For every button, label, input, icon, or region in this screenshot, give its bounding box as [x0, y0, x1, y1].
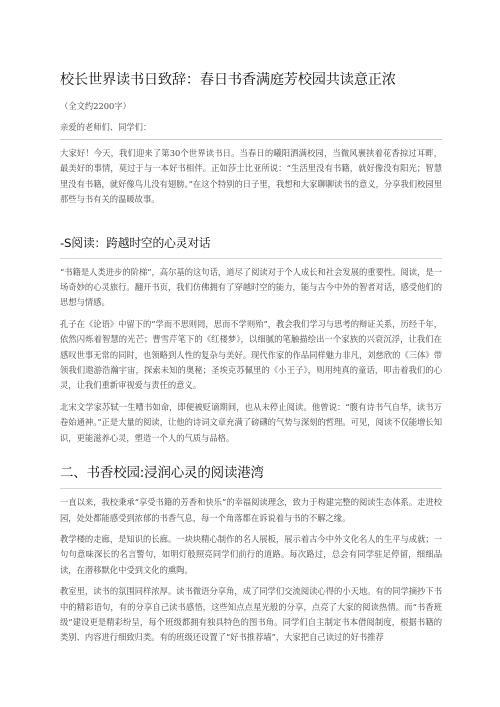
- divider: [60, 139, 442, 140]
- section-divider: [60, 488, 442, 489]
- word-count: （全文约2200字）: [60, 101, 131, 111]
- section-2-paragraph: 教室里，读书的氛围同样浓厚。读书微语分享角，成了同学们交流阅读心得的小天地。有的同学摘抄下书中的精彩语句，有的分享自己读书感悟，这些知点点星光般的分享，点亮了大家的阅读热情。而“书香班级”建设更是精彩纷呈，每个班级都拥有独具特色的图书角。同学们自主制定书本借阅制度，根据书籍的类别、内容进行细致归类。有的班级还设置了“好书推荐墙”，大家把自己读过的好书推荐: [60, 586, 442, 643]
- section-2-paragraph: 一直以来，我校秉承“享受书籍的芳香和快乐”的幸福阅读理念，致力于构建完整的阅读生态体系。走进校园，处处都能感受到浓郁的书香气息，每一个角落都在诉说着与书的不解之缘。: [60, 497, 442, 523]
- section-1-paragraph: 北宋文学家苏轼一生嘈书如命，即便被贬谪期间，也从未停止阅读。他曾说：“腹有诗书气自华，读书万卷始通神。”正是大量的阅读，让他的诗词文章充满了磅礴的气势与深刻的哲理。可见，阅读不仅能增长知识，更能滋养心灵，塑造一个人的气质与品格。: [60, 401, 442, 443]
- section-2-paragraph: 教学楼的走廊，是知识的长廊。一块块精心制作的名人展板，展示着古今中外文化名人的生平与成就；一句句意味深长的名言警句，如明灯般照亮同学们前行的道路。每次路过，总会有同学驻足停留，细细品读，在潜移默化中受到文化的熏陶。: [60, 533, 442, 575]
- section-2-heading: 二、书香校园:浸润心灵的阅读港湾: [60, 465, 264, 482]
- section-1-paragraph: 孔子在《论语》中留下的“学而不思则罔，思而不学则殆”，教会我们学习与思考的辩证关系，历经千年，依然闪烁着智慧的光芒；曹雪芹笔下的《红楼梦》，以细腻的笔触描绘出一个家族的兴衰沉浮，让我们在感叹世事无常的同时，也领略到人性的复杂与美好。现代作家的作品同样魅力非凡，刘慈欣的《三体》带领我们遨游浩瀚宇宙，探索未知的奥秘；圣埃克苏佩里的《小王子》，则用纯真的童话，叩击着我们的心灵，让我们重新审视爱与责任的意义。: [60, 318, 442, 391]
- section-1-heading: -S阅读：跨越时空的心灵对话: [60, 235, 211, 250]
- section-1-paragraph: “书籍是人类进步的阶梯”，高尔基的这句话，道尽了阅读对于个人成长和社会发展的重要性。阅读，是一场奇妙的心灵旅行。翻开书页，我们仿佛拥有了穿越时空的能力，能与古今中外的智者对话，感受他们的思想与情感。: [60, 266, 442, 308]
- section-divider: [60, 258, 442, 259]
- document-title: 校长世界读书日致辞：春日书香满庭芳校园共读意正浓: [60, 72, 396, 88]
- salutation: 亲爱的老师们、同学们：: [60, 122, 152, 132]
- intro-paragraph: 大家好！今天，我们迎来了第30个世界读书日。当春日的曦阳洒满校园，当微风裹挟着花香掠过耳畔，最美好的事情，莫过于与一本好书相伴。正如莎士比亚所说：“生活里没有书籍，就好像没有阳光；智慧里没有书籍，就好像鸟儿没有翅膀。”在这个特别的日子里，我想和大家聊聊读书的意义，分享我们校园里那些与书有关的温暖故事。: [60, 148, 442, 205]
